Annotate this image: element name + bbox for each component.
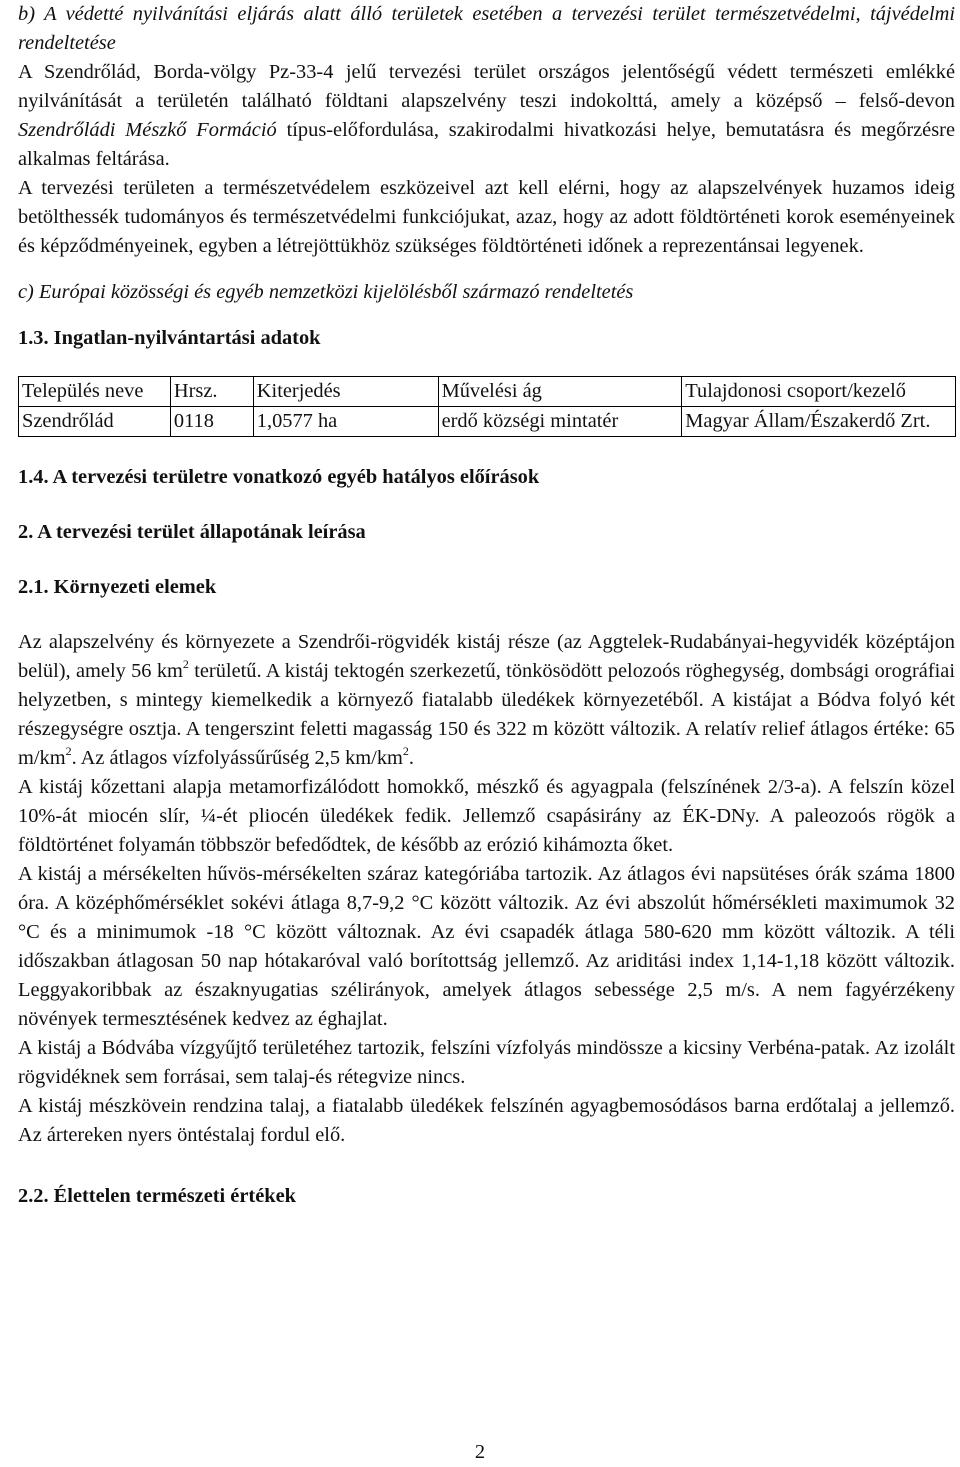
section-b-paragraph-1 — [18, 58, 955, 174]
p1-part-b: területű. A kistáj tektogén szerkezetű, tönkösödött pelozoós röghegység, dombsági orográfiai helyzetben, s mintegy kiemelkedik a környező fiatalabb üledékek környezetéből. A kistájat a Bódva folyó két részegységre osztja. A tengerszint feletti magasság 150 és 322 m között változik. A relatív relief átlagos értéke: 65 m/km — [18, 660, 955, 769]
cell-area: 1,0577 ha — [253, 407, 438, 437]
section-2-heading: 2. A tervezési terület állapotának leírása — [18, 521, 366, 543]
cell-hrsz: 0118 — [170, 407, 253, 437]
section-c-heading: c) Európai közösségi és egyéb nemzetközi kijelölésből származó rendeltetés — [18, 281, 634, 303]
land-registry-table — [18, 376, 956, 437]
page-number: 2 — [474, 1441, 486, 1463]
p1-part-d: . — [408, 747, 415, 769]
section-2-1-paragraph-1 — [18, 628, 955, 773]
section-b-paragraph-2: A tervezési területen a természetvédelem eszközeivel azt kell elérni, hogy az alapszelvények huzamos ideig betölthessék tudományos és természetvédelmi funkciójukat, azaz, hogy az adott földtörténeti korok eseményeinek és képződményeinek, egyben a létrejöttükhöz szükséges földtörténeti időnek a reprezentánsai legyenek. — [18, 177, 955, 257]
document-page — [18, 0, 955, 1211]
header-settlement: Település neve — [19, 377, 171, 407]
formation-name: Szendrőládi Mészkő Formáció — [18, 119, 277, 141]
superscript-2: 2 — [182, 657, 189, 671]
p1-part-a: Az alapszelvény és környezete a Szendrői-rögvidék kistáj része (az Aggtelek-Rudabányai-hegyvidék középtájon belül), amely 56 km — [18, 631, 955, 682]
cell-cultivation: erdő községi mintatér — [438, 407, 682, 437]
section-1-4-heading: 1.4. A tervezési területre vonatkozó egyéb hatályos előírások — [18, 466, 540, 488]
section-2-1-paragraph-5: A kistáj mészkövein rendzina talaj, a fiatalabb üledékek felszínén agyagbemosódásos barna erdőtalaj a jellemző. Az ártereken nyers öntéstalaj fordul elő. — [18, 1095, 955, 1146]
section-1-3-heading: 1.3. Ingatlan-nyilvántartási adatok — [18, 327, 321, 349]
cell-settlement: Szendrőlád — [19, 407, 171, 437]
p1-part-c: . Az átlagos vízfolyássűrűség 2,5 km/km — [71, 747, 403, 769]
section-b-heading: b) A védetté nyilvánítási eljárás alatt álló területek esetében a tervezési terület természetvédelmi, tájvédelmi rendeltetése — [18, 3, 955, 54]
superscript-2: 2 — [402, 744, 409, 758]
section-2-1-paragraph-4: A kistáj a Bódvába vízgyűjtő területéhez tartozik, felszíni vízfolyás mindössze a kicsiny Verbéna-patak. Az izolált rögvidéknek sem forrásai, sem talaj-és rétegvize nincs. — [18, 1037, 955, 1088]
header-cultivation: Művelési ág — [438, 377, 682, 407]
para1-text-post: típus-előfordulása, szakirodalmi hivatkozási helye, bemutatásra és megőrzésre alkalmas feltárása. — [18, 119, 955, 170]
section-2-2-heading: 2.2. Élettelen természeti értékek — [18, 1185, 296, 1207]
header-owner: Tulajdonosi csoport/kezelő — [682, 377, 956, 407]
section-2-1-paragraph-3: A kistáj a mérsékelten hűvös-mérsékelten száraz kategóriába tartozik. Az átlagos évi napsütéses órák száma 1800 óra. A középhőmérséklet sokévi átlaga 8,7-9,2 °C között változik. Az évi abszolút hőmérsékleti maximumok 32 °C és a minimumok -18 °C között változnak. Az évi csapadék átlaga 580-620 mm között változik. A téli időszakban átlagosan 50 nap hótakaróval való borítottság jellemző. Az ariditási index 1,14-1,18 között változik. Leggyakoribbak az északnyugatias szélirányok, amelyek átlagos sebessége 2,5 m/s. A nem fagyérzékeny növények termesztésének kedvez az éghajlat. — [18, 863, 955, 1030]
para1-text-pre: A Szendrőlád, Borda-völgy Pz-33-4 jelű tervezési terület országos jelentőségű védett természeti emlékké nyilvánítását a területén található földtani alapszelvény teszi indokolttá, amely a középső – felső-devon — [18, 61, 955, 112]
header-area: Kiterjedés — [253, 377, 438, 407]
superscript-2: 2 — [65, 744, 72, 758]
table-header-row — [19, 377, 956, 407]
table-row — [19, 407, 956, 437]
section-2-1-heading: 2.1. Környezeti elemek — [18, 576, 217, 598]
header-hrsz: Hrsz. — [170, 377, 253, 407]
section-2-1-paragraph-2: A kistáj kőzettani alapja metamorfizálódott homokkő, mészkő és agyagpala (felszínének 2/3-a). A felszín közel 10%-át miocén slír, ¼-ét pliocén üledékek fedik. Jellemző csapásirány az ÉK-DNy. A paleozoós rögök a földtörténet folyamán többször befedődtek, de később az erózió kihámozta őket. — [18, 776, 955, 856]
cell-owner: Magyar Állam/Északerdő Zrt. — [682, 407, 956, 437]
